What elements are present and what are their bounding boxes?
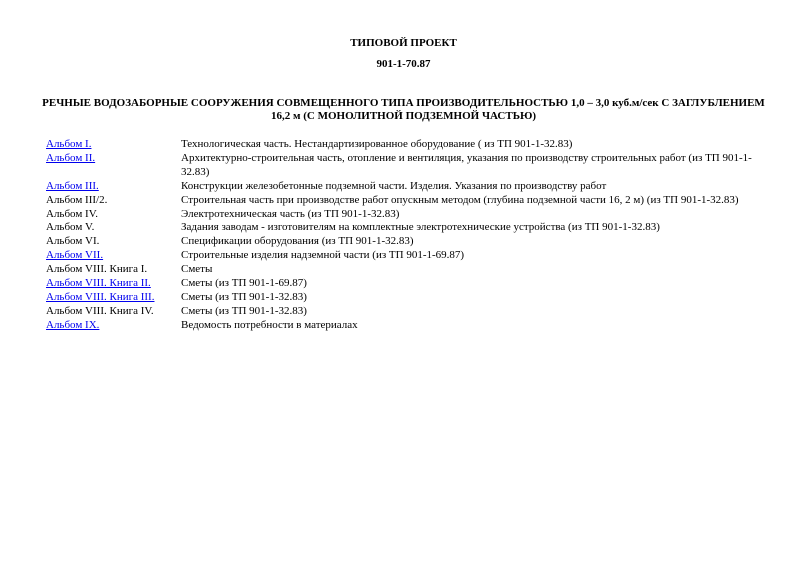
album-row [46,277,771,291]
album-label-cell [46,180,181,194]
album-description: Технологическая часть. Нестандартизированное оборудование ( из ТП 901-1-32.83) [181,138,573,150]
album-row [46,263,771,277]
album-description: Конструкции железобетонные подземной части. Изделия. Указания по производству работ [181,179,607,192]
album-description: Сметы [181,263,213,276]
album-label-cell [46,305,181,319]
album-label: Альбом VIII. Книга I. [46,263,148,276]
album-link[interactable]: Альбом III. [46,179,99,192]
album-label-cell [46,152,181,180]
album-row [46,221,771,235]
album-description: Строительные изделия надземной части (из ТП 901-1-69.87) [181,249,465,262]
album-link[interactable]: Альбом VIII. Книга II. [46,277,151,290]
album-description: Сметы (из ТП 901-1-69.87) [181,277,307,290]
album-description: Ведомость потребности в материалах [181,318,358,331]
album-description: Строительная часть при производстве работ опускным методом (глубина подземной части 16, 2 м) (из ТП 901-1-32.83) [181,193,739,206]
album-row [46,208,771,222]
project-heading: РЕЧНЫЕ ВОДОЗАБОРНЫЕ СООРУЖЕНИЯ СОВМЕЩЕННОГО ТИПА ПРОИЗВОДИТЕЛЬНОСТЬЮ 1,0 – 3,0 куб.м/сек С ЗАГЛУБЛЕНИЕМ 16,2 м (С МОНОЛИТНОЙ ПОДЗЕМНОЙ ЧАСТЬЮ) [42,97,765,122]
album-row [46,152,771,180]
album-description: Архитектурно-строительная часть, отопление и вентиляция, указания по производству строительных работ (из ТП 901-1-32.83) [181,151,752,178]
album-label-cell [46,319,181,333]
album-row [46,305,771,319]
album-label: Альбом III/2. [46,193,108,206]
album-label-cell [46,138,181,152]
album-link[interactable]: Альбом II. [46,151,96,164]
album-link[interactable]: Альбом VII. [46,249,104,262]
album-label-cell [46,235,181,249]
album-label: Альбом V. [46,221,95,234]
album-label-cell [46,249,181,263]
album-label-cell [46,208,181,222]
album-link[interactable]: Альбом VIII. Книга III. [46,290,155,303]
album-row [46,291,771,305]
project-code: 901-1-70.87 [376,58,431,70]
album-link[interactable]: Альбом I. [46,138,92,150]
album-label-cell [46,194,181,208]
album-label-cell [46,263,181,277]
album-row [46,249,771,263]
album-label-cell [46,221,181,235]
album-label-cell [46,291,181,305]
album-link[interactable]: Альбом IX. [46,318,100,331]
album-label: Альбом IV. [46,207,98,220]
album-row [46,235,771,249]
album-description: Задания заводам - изготовителям на комплектные электротехнические устройства (из ТП 901-1-32.83) [181,221,660,234]
album-label: Альбом VIII. Книга IV. [46,304,154,317]
album-label: Альбом VI. [46,235,100,248]
album-description: Сметы (из ТП 901-1-32.83) [181,304,307,317]
album-row [46,194,771,208]
album-list [46,138,771,333]
album-description: Электротехническая часть (из ТП 901-1-32.83) [181,207,400,220]
album-row [46,180,771,194]
album-description: Спецификации оборудования (из ТП 901-1-32.83) [181,235,414,248]
album-row [46,319,771,333]
album-row [46,138,771,152]
project-type-title: ТИПОВОЙ ПРОЕКТ [350,37,457,49]
album-description: Сметы (из ТП 901-1-32.83) [181,290,307,303]
album-label-cell [46,277,181,291]
